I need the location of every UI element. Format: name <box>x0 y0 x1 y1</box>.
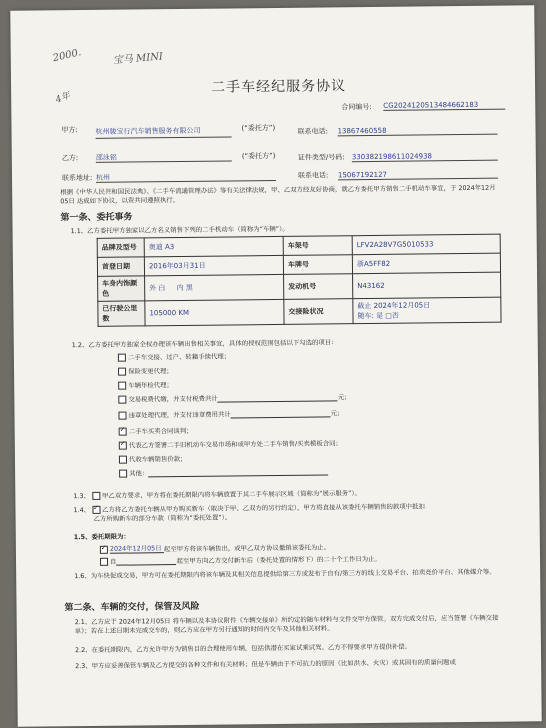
period-date: 2024年12月05日 <box>110 545 164 554</box>
clause-2-1: 2.1、乙方应于 2024年12月05日 将车辆以及本协议附件《车辆交接单》所约定的随车材料与文件交甲方保管。双方完成交付后，应当签署《车辆交接单》；若在上述日期未完成交车的，则乙方应在甲方另行通知的时间内交车及其他相关材料。 <box>74 613 499 636</box>
value-mileage: 105000 KM <box>145 299 284 325</box>
preamble: 根据《中华人民共和国民法典》、《二手车流通管理办法》等有关法律法规，甲、乙双方经友好协商，就乙方委托甲方销售二手机动车事宜，于 2024年12月05日 达成如下协议，以资共同遵照执行。 <box>60 183 496 206</box>
clause-2-3: 2.3、甲方应妥善保管车辆及乙方提交的各种文件和有关材料；但是车辆由于不可抗力的原因（比如洪水、火灾）或其固有的质量问题或 <box>75 658 456 671</box>
color-interior: 内 黑 <box>176 283 193 293</box>
option-5[interactable]: 违章处理代理，并支付违章费用共计 元； <box>118 409 343 420</box>
value-plate: 浙A5FF82 <box>352 253 500 274</box>
option-9[interactable]: 其他： <box>119 467 328 478</box>
handwritten-note-1: 2000. <box>51 47 83 65</box>
option-3[interactable]: 车辆年检代理； <box>118 381 173 390</box>
party-b-phone-label: 联系电话: <box>297 171 329 180</box>
option-4[interactable]: 交易税费代缴，并支付税费共计 元； <box>118 393 350 404</box>
label-plate: 车牌号 <box>283 255 352 275</box>
party-b-id-label: 证件类型/号码: <box>297 153 345 162</box>
party-b-phone: 15067192127 <box>338 170 498 181</box>
section-2-heading: 第二条、车辆的交付，保管及风险 <box>64 601 200 614</box>
party-a-value: 杭州骏宝行汽车销售服务有限公司 <box>95 124 231 138</box>
clause-1-4: 1.4、 ✓ 乙方将乙方委托车辆从甲方购买新车（取决于甲、乙双方的另行约定），甲方将直接从该委托车辆销售的款项中抵扣 <box>73 502 424 514</box>
party-a-label: 甲方: <box>61 126 78 135</box>
party-b-value: 邵泳铭 <box>96 152 232 162</box>
clause-1-2: 1.2、乙方委托甲方独家全权办理该车辆出售相关事宜，具体的授权范围包括以下勾选的项目： <box>71 338 338 350</box>
label-handover: 交接险状况 <box>284 299 353 325</box>
label-engine: 发动机号 <box>284 274 353 300</box>
clause-1-4-cont: 乙方所购新车的部分车款（简称为“委托处置”）。 <box>93 513 232 523</box>
option-6[interactable]: ✓二手车买卖合同谈判； <box>119 427 193 436</box>
address-label: 联系地址: <box>61 173 93 183</box>
handover-keys: 随车: 是 □否 <box>357 311 399 321</box>
party-b-role: (“委托方”) <box>241 151 276 161</box>
clause-1-1: 1.1、乙方委托甲方独家以乙方名义销售下列的二手机动车（简称为“车辆”）。 <box>70 224 289 236</box>
label-mileage: 已行驶公里数 <box>98 301 145 326</box>
label-color: 车身内饰颜色 <box>98 276 145 301</box>
label-brand: 品牌及型号 <box>97 238 144 257</box>
party-a-phone-label: 联系电话: <box>297 127 328 136</box>
option-8[interactable]: 代收车辆销售价款； <box>119 455 187 464</box>
clause-2-2: 2.2、在委托期限内，乙方允许甲方为销售目的合理使用车辆，包括供潜在买家试乘试驾。乙方不得要求甲方提供补偿。 <box>74 642 412 655</box>
page-title: 二手车经纪服务协议 <box>210 78 347 96</box>
value-handover <box>353 297 501 324</box>
value-brand: 奥迪 A3 <box>144 236 283 256</box>
option-1[interactable]: 二手车交接、过户、转籍手续代理； <box>118 352 230 362</box>
option-2[interactable]: 保险变更代理； <box>118 367 173 376</box>
label-vin: 车架号 <box>283 236 352 256</box>
contract-no-label: 合同编号: <box>341 102 372 112</box>
value-reg-date: 2016年03月31日 <box>144 255 283 275</box>
handover-deadline: 截止 2024年12月05日 <box>357 301 431 311</box>
party-b-id: 330382198611024938 <box>352 152 498 163</box>
address-value: 杭州 <box>96 172 276 183</box>
contract-page <box>10 5 541 726</box>
clause-1-3: 1.3、 甲乙双方要求，甲方将在委托期限内将车辆放置于其二手车展示区域（简称为“展示服务”）。 <box>73 489 362 501</box>
handwritten-note-3: 4年 <box>54 90 72 106</box>
party-a-role: (“委托方”) <box>241 123 276 133</box>
value-color <box>145 274 284 300</box>
section-1-heading: 第一条、委托事务 <box>60 212 133 224</box>
value-engine: N43162 <box>353 272 501 299</box>
party-a-phone: 13867460558 <box>338 126 498 137</box>
contract-no-value: CG2024120513484662183 <box>383 101 505 111</box>
period-row-2: 自 起至甲方向乙方交付新车后（委托处置的情形下）的二十个工作日为止。 <box>100 555 381 566</box>
value-vin: LFV2A28V7G5010533 <box>352 234 500 255</box>
party-b-label: 乙方: <box>61 154 79 163</box>
label-reg-date: 首登日期 <box>97 257 144 276</box>
handwritten-note-2: 宝马 MINI <box>112 51 164 67</box>
vehicle-table <box>97 234 502 327</box>
clause-1-6: 1.6、为车快促成交易，甲方可在委托期限内将该车辆及其相关信息提供给第三方或发布于自有/第三方的线上交易平台、拍卖竞价平台、其他媒介等。 <box>74 567 496 581</box>
clause-1-5: 1.5、委托期限为： <box>73 532 130 542</box>
color-exterior: 外 白 <box>149 284 166 293</box>
period-row-1: ✓2024年12月05日 起至甲方将该车辆售出，或甲乙双方协议撤销该委托为止。 <box>100 543 330 554</box>
option-7[interactable]: ✓代表乙方签署二手旧机动车交易市场和或甲方处二手车销售/买卖模板合同； <box>119 439 342 450</box>
